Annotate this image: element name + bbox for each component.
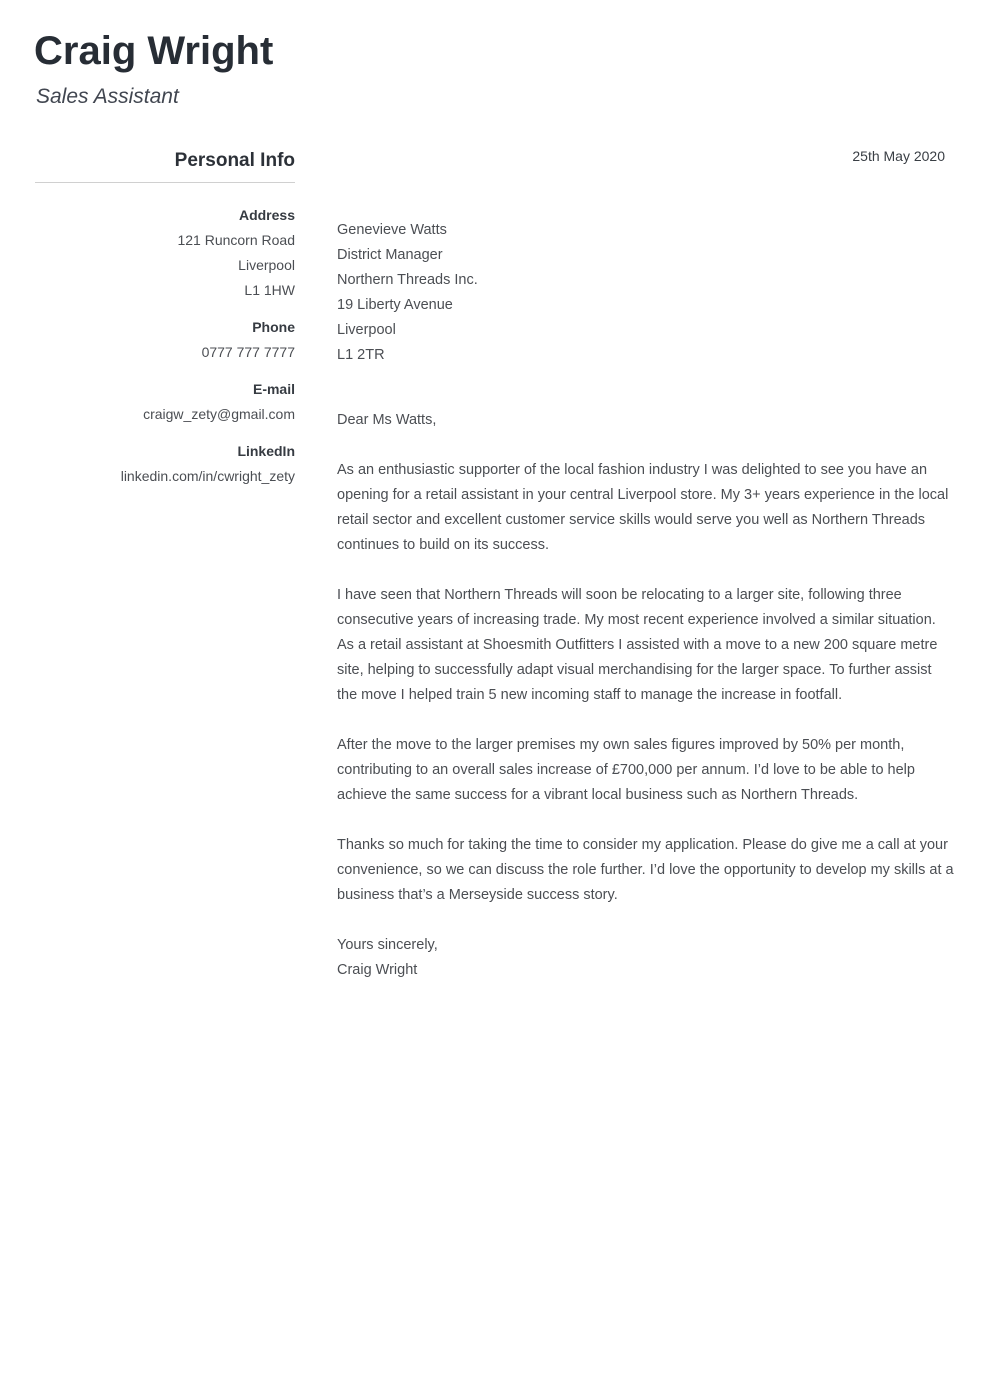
- contact-group-address: [35, 203, 295, 303]
- recipient-line: L1 2TR: [337, 347, 385, 363]
- letter-date: 25th May 2020: [852, 148, 945, 164]
- body-paragraph: I have seen that Northern Threads will soon be relocating to a larger site, following three consecutive years of increasing trade. My most recent experience involved a similar situation. As a retail assistant at Shoesmith Outfitters I assisted with a move to a new 200 square metre site, helping to successfully adapt visual merchandising for the larger space. To further assist the move I helped train 5 new incoming staff to manage the increase in footfall.: [337, 587, 938, 703]
- contact-label: LinkedIn: [237, 443, 295, 459]
- contact-label: Phone: [252, 319, 295, 335]
- recipient-line: Genevieve Watts: [337, 222, 447, 238]
- sidebar-divider: [35, 182, 295, 183]
- recipient-line: 19 Liberty Avenue: [337, 297, 453, 313]
- recipient-line: District Manager: [337, 247, 443, 263]
- contact-label: E-mail: [252, 381, 295, 397]
- personal-info-title: Personal Info: [174, 150, 295, 171]
- contact-value: 0777 777 7777: [201, 344, 295, 360]
- contact-value: Liverpool: [238, 257, 295, 273]
- personal-info-sidebar: [35, 150, 295, 489]
- contact-group-phone: [35, 315, 295, 365]
- closing: Yours sincerely,: [337, 937, 438, 953]
- contact-group-linkedin: [35, 439, 295, 489]
- contact-value: L1 1HW: [244, 282, 295, 298]
- letter-body: [337, 144, 955, 983]
- contact-group-email: [35, 377, 295, 427]
- contact-value: linkedin.com/in/cwright_zety: [120, 468, 295, 484]
- contact-label: Address: [238, 207, 295, 223]
- signature: Craig Wright: [337, 962, 418, 978]
- contact-value: 121 Runcorn Road: [177, 232, 295, 248]
- body-paragraph: Thanks so much for taking the time to consider my application. Please do give me a call at your convenience, so we can discuss the role further. I’d love the opportunity to develop my skills at a business that’s a Merseyside success story.: [337, 837, 954, 903]
- body-paragraph: After the move to the larger premises my own sales figures improved by 50% per month, contributing to an overall sales increase of £700,000 per annum. I’d love to be able to help achieve the same success for a vibrant local business such as Northern Threads.: [337, 737, 915, 803]
- recipient-block: [337, 218, 955, 368]
- salutation: Dear Ms Watts,: [337, 412, 437, 428]
- body-paragraph: As an enthusiastic supporter of the local fashion industry I was delighted to see you have an opening for a retail assistant in your central Liverpool store. My 3+ years experience in the local retail sector and excellent customer service skills would serve you well as Northern Threads continues to build on its success.: [337, 462, 949, 553]
- recipient-line: Liverpool: [337, 322, 396, 338]
- contact-value: craigw_zety@gmail.com: [143, 406, 295, 422]
- page-title: Craig Wright: [34, 29, 274, 73]
- recipient-line: Northern Threads Inc.: [337, 272, 478, 288]
- job-title: Sales Assistant: [36, 85, 179, 108]
